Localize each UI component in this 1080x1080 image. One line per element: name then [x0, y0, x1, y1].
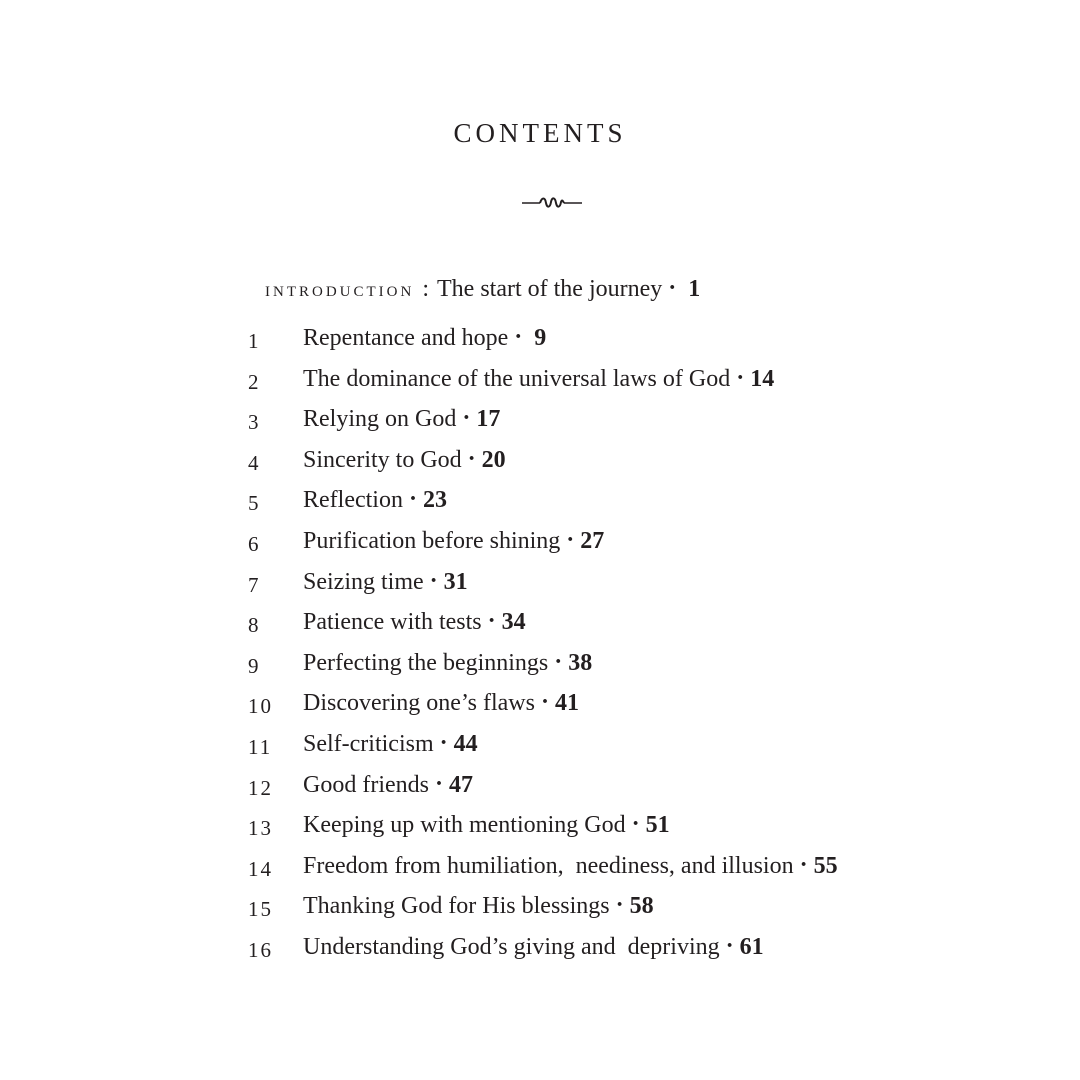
chapter-number: 1	[248, 329, 261, 353]
chapter-entry[interactable]	[0, 934, 1080, 975]
chapter-page-number: 41	[554, 690, 579, 717]
chapter-number: 15	[248, 897, 273, 922]
chapter-title: Reflection	[303, 487, 403, 514]
chapter-entry[interactable]	[0, 528, 1080, 569]
bullet-separator: ·	[540, 689, 549, 716]
chapter-number: 3	[248, 410, 261, 435]
chapter-number: 13	[248, 816, 273, 841]
bullet-separator: ·	[725, 932, 734, 959]
chapter-number: 16	[248, 937, 273, 962]
chapter-title: Relying on God	[303, 406, 457, 433]
bullet-separator: ·	[487, 608, 496, 635]
chapter-entry[interactable]	[0, 772, 1080, 813]
chapter-title: Sincerity to God	[303, 446, 462, 473]
chapter-title: Patience with tests	[303, 609, 482, 636]
chapter-page-number: 14	[750, 365, 775, 392]
chapter-number: 5	[248, 491, 261, 516]
chapter-entry[interactable]	[0, 569, 1080, 610]
bullet-separator: ·	[429, 567, 438, 594]
chapter-page-number: 55	[813, 852, 838, 879]
bullet-separator: ·	[615, 892, 624, 919]
introduction-separator: :	[422, 276, 429, 302]
chapter-number: 10	[248, 694, 273, 719]
chapter-page-number: 9	[534, 325, 547, 351]
chapter-title: Self-criticism	[303, 730, 434, 757]
bullet-separator: ·	[434, 770, 443, 797]
bullet-separator: ·	[467, 445, 476, 472]
chapter-title: Perfecting the beginnings	[303, 649, 549, 676]
chapter-page-number: 23	[422, 487, 447, 514]
bullet-separator: ·	[566, 526, 575, 553]
bullet-separator: ·	[736, 364, 745, 391]
chapter-entry[interactable]	[0, 325, 1080, 366]
chapter-entry[interactable]	[0, 609, 1080, 650]
chapter-entry[interactable]	[0, 690, 1080, 731]
chapter-page-number: 61	[739, 933, 764, 960]
chapter-page-number: 20	[481, 446, 506, 473]
chapter-page-number: 17	[476, 406, 501, 433]
chapter-number: 9	[248, 653, 261, 678]
chapter-number: 12	[248, 775, 273, 800]
chapter-title: Discovering one’s flaws	[303, 690, 535, 717]
bullet-separator: ·	[408, 486, 417, 513]
chapter-page-number: 27	[580, 527, 605, 554]
chapter-entry[interactable]	[0, 406, 1080, 447]
chapter-title: The dominance of the universal laws of God	[303, 365, 731, 392]
chapter-title: Good friends	[303, 771, 429, 798]
chapter-page-number: 31	[443, 568, 468, 595]
chapter-entry[interactable]	[0, 812, 1080, 853]
chapter-page-number: 44	[453, 730, 478, 757]
page-title: contents	[453, 109, 627, 151]
chapter-title: Freedom from humiliation, neediness, and illusion	[303, 852, 794, 879]
chapter-list	[0, 325, 1080, 975]
bullet-separator: ·	[439, 729, 448, 756]
introduction-entry[interactable]	[265, 276, 700, 303]
chapter-page-number: 47	[449, 771, 473, 798]
chapter-title: Keeping up with mentioning God	[303, 812, 626, 839]
chapter-title: Purification before shining	[303, 527, 561, 554]
chapter-page-number: 58	[629, 893, 654, 920]
bullet-separator: ·	[554, 648, 563, 675]
fleuron-divider-icon	[520, 193, 584, 211]
chapter-number: 8	[248, 613, 261, 638]
chapter-title: Seizing time	[303, 568, 424, 595]
introduction-page-number: 1	[688, 276, 701, 302]
bullet-separator: ·	[462, 405, 471, 432]
chapter-page-number: 34	[501, 609, 526, 636]
chapter-entry[interactable]	[0, 487, 1080, 528]
chapter-number: 4	[248, 450, 261, 475]
chapter-number: 7	[248, 572, 261, 597]
chapter-number: 11	[248, 734, 273, 759]
chapter-entry[interactable]	[0, 731, 1080, 772]
chapter-entry[interactable]	[0, 366, 1080, 407]
introduction-title: The start of the journey	[437, 276, 663, 302]
chapter-entry[interactable]	[0, 650, 1080, 691]
chapter-page-number: 51	[645, 812, 670, 839]
bullet-separator: ·	[514, 324, 523, 350]
introduction-label: introduction	[265, 276, 415, 301]
chapter-number: 2	[248, 369, 261, 394]
chapter-title: Understanding God’s giving and depriving	[303, 933, 720, 960]
chapter-number: 14	[248, 856, 273, 881]
chapter-entry[interactable]	[0, 447, 1080, 488]
chapter-page-number: 38	[568, 649, 593, 676]
chapter-title: Repentance and hope	[303, 325, 509, 351]
bullet-separator: ·	[668, 275, 677, 301]
bullet-separator: ·	[799, 851, 808, 878]
chapter-number: 6	[248, 531, 261, 556]
bullet-separator: ·	[631, 811, 640, 838]
chapter-entry[interactable]	[0, 853, 1080, 894]
chapter-title: Thanking God for His blessings	[303, 893, 610, 920]
chapter-entry[interactable]	[0, 893, 1080, 934]
